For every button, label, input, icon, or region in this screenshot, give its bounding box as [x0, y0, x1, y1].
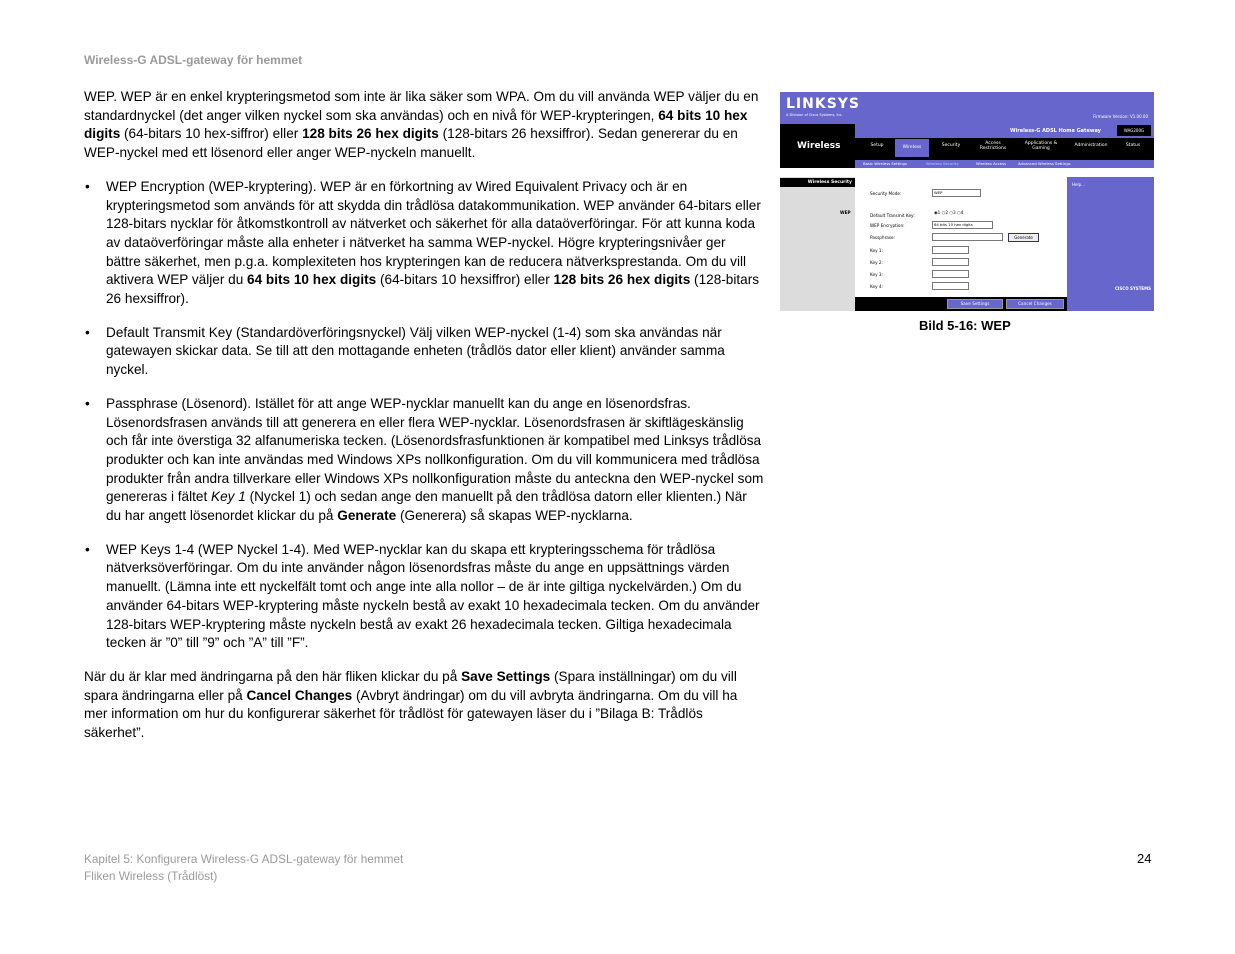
figure-left-panel — [780, 177, 855, 311]
text-run: (128-bitars 26 hexsiffror). — [106, 272, 760, 307]
cancel-changes-button[interactable]: Cancel Changes — [1006, 299, 1064, 309]
bold-term: 128 bits 26 hex digits — [553, 272, 691, 288]
tab-wireless[interactable]: Wireless — [895, 139, 929, 157]
bullet-passphrase — [84, 395, 764, 526]
text-run: (Avbryt ändringar) om du vill avbryta ändringarna. Om du vill ha mer information om hur du konfigurerar säkerhet för trådlöst för gatewayen läser du i ”Bilaga B: Trådlös säkerhet”. — [84, 687, 738, 741]
figure-gap-strip — [780, 168, 1154, 177]
text-run: (Nyckel 1) och sedan ange den manuellt på den trådlösa datorn eller klienten.) När du har angett lösenordet klickar du på — [106, 489, 747, 524]
tab-setup[interactable]: Setup — [870, 143, 884, 148]
footer-chapter: Kapitel 5: Konfigurera Wireless-G ADSL-gateway för hemmet — [84, 852, 404, 866]
encryption-select[interactable]: 64 bits 10 hex digits — [932, 221, 993, 229]
text-run: (64-bitars 10 hex-siffror) eller — [120, 126, 303, 142]
side-heading: Wireless Security — [780, 178, 855, 187]
text-run: Default Transmit Key (Standardöverföringsnyckel) Välj vilken WEP-nyckel (1-4) som ska användas när gatewayen skickar data. Se till att den mottagande enheten (trådlös dator eller klient) använder samma nyckel. — [106, 324, 725, 378]
subtab-wireless-access[interactable]: Wireless Access — [976, 161, 1007, 166]
help-link[interactable]: Help... — [1072, 182, 1085, 187]
side-wep-label: WEP — [840, 210, 851, 215]
bullet-wep-keys — [84, 541, 764, 653]
text-run: (Generera) så skapas WEP-nycklarna. — [396, 508, 633, 524]
tab-status[interactable]: Status — [1125, 143, 1141, 148]
linksys-logo: LINKSYS — [786, 96, 860, 112]
bold-term: 64 bits 10 hex digits — [84, 107, 748, 142]
save-settings-button[interactable]: Save Settings — [947, 299, 1003, 309]
wep-screenshot-figure — [780, 92, 1154, 311]
body-text — [84, 88, 764, 743]
key3-input[interactable] — [932, 270, 969, 278]
subtab-advanced-wireless[interactable]: Advanced Wireless Settings — [1018, 161, 1071, 166]
tab-applications-gaming[interactable]: Applications & Gaming — [1024, 141, 1058, 151]
subtab-wireless-security[interactable]: Wireless Security — [926, 161, 959, 166]
radio-label-3: 3 — [953, 210, 956, 215]
tab-security[interactable]: Security — [941, 143, 961, 148]
tab-access-restrictions[interactable]: Access Restrictions — [979, 141, 1007, 151]
passphrase-input[interactable] — [932, 233, 1003, 241]
italic-term: Key 1 — [211, 489, 246, 505]
text-run: (128-bitars 26 hexsiffror). Sedan genererar du en WEP-nyckel med ett lösenord eller anger WEP-nyckeln manuellt. — [84, 126, 738, 161]
generate-button[interactable]: Generate — [1008, 233, 1039, 242]
security-mode-label: Security Mode: — [870, 191, 902, 196]
key1-input[interactable] — [932, 246, 969, 254]
text-run: (64-bitars 10 hexsiffror) eller — [376, 272, 554, 288]
bullet-list — [84, 178, 764, 653]
radio-icon: ○ — [949, 210, 953, 215]
text-run: När du är klar med ändringarna på den här fliken klickar du på — [84, 668, 462, 684]
figure-caption: Bild 5-16: WEP — [919, 318, 1011, 333]
bold-term: Save Settings — [461, 668, 551, 684]
footer-section: Fliken Wireless (Trådlöst) — [84, 868, 218, 883]
key2-label: Key 2: — [870, 260, 883, 265]
text-run: (Spara inställningar) om du vill spara ändringarna eller på — [84, 668, 737, 703]
text-run: WEP. WEP är en enkel krypteringsmetod som inte är lika säker som WPA. Om du vill använda WEP väljer du en standardnyckel (det anger vilken nyckel som ska användas) och en nivå för WEP-krypteringen, — [84, 89, 759, 123]
bullet-wep-encryption — [84, 178, 764, 309]
key4-label: Key 4: — [870, 284, 883, 289]
running-header: Wireless-G ADSL-gateway för hemmet — [84, 53, 303, 67]
radio-icon: ○ — [957, 210, 961, 215]
encryption-label: WEP Encryption: — [870, 223, 905, 228]
firmware-version: Firmware Version: V1.00.00 — [1093, 114, 1148, 119]
cisco-logo: CISCO SYSTEMS — [1115, 286, 1152, 291]
transmit-key-label: Default Transmit Key: — [870, 213, 915, 218]
security-mode-select[interactable]: WEP — [932, 189, 981, 197]
page-number: 24 — [1137, 851, 1152, 866]
product-bar — [855, 124, 1154, 138]
text-run: WEP Encryption (WEP-kryptering). WEP är en förkortning av Wired Equivalent Privacy och är en krypteringsmetod som används för att skydda din trådlösa datakommunikation. WEP använder 64-bitars eller 128-bitars nycklar för åtkomstkontroll av nätverket och säkerhet för alla dataöverföringar. För att kunna koda av dataöverföringar måste alla enheter i nätverket ha samma WEP-nyckel. Högre krypteringsnivåer ger bättre säkerhet, men p.g.a. komplexiteten hos krypteringen kan de reducera nätverksprestanda. Om du vill aktivera WEP väljer du — [106, 178, 761, 288]
radio-label-1: 1 — [937, 210, 941, 215]
bold-term: Generate — [337, 508, 397, 524]
model-badge: WAG200G — [1117, 125, 1151, 136]
text-run: WEP Keys 1-4 (WEP Nyckel 1-4). Med WEP-nycklar kan du skapa ett krypteringsschema för trådlösa nätverksöverföringar. Om du inte använder någon lösenordsfras måste du ange en uppsättnings värden manuellt. (Lämna inte ett nyckelfält tomt och ange inte alla nollor – de är inte giltiga nyckelvärden.) Om du använder 64-bitars WEP-kryptering måste nyckeln bestå av exakt 10 hexadecimala tecken. Om du använder 128-bitars WEP-kryptering måste nyckeln bestå av exakt 26 hexadecimala tecken. Giltiga hexadecimala tecken är ”0” till ”9” och ”A” till ”F”. — [106, 541, 760, 651]
key4-input[interactable] — [932, 282, 969, 290]
key1-label: Key 1: — [870, 248, 883, 253]
tab-administration[interactable]: Administration — [1074, 143, 1108, 148]
text-run: Passphrase (Lösenord). Istället för att ange WEP-nycklar manuellt kan du ange en lösenordsfras. Lösenordsfrasen används till att generera en eller flera WEP-nycklar. Lösenordsfrasen är skiftlägeskänslig och får inte överstiga 32 alfanumeriska tecken. (Lösenordsfrasfunktionen är kompatibel med Linksys trådlösa produkter och kan inte användas med Windows XPs nollkonfiguration. Om du vill kommunicera med trådlösa produkter från andra tillverkare eller Windows XPs nollkonfiguration måste du anteckna den WEP-nyckel som genereras i fältet — [106, 395, 764, 505]
bold-term: 64 bits 10 hex digits — [247, 272, 377, 288]
subtab-basic-wireless[interactable]: Basic Wireless Settings — [863, 161, 907, 166]
radio-label-2: 2 — [945, 210, 948, 215]
passphrase-label: Passphrase: — [870, 235, 896, 240]
section-label-box — [780, 124, 855, 168]
bold-term: 128 bits 26 hex digits — [302, 126, 439, 142]
radio-label-4: 4 — [960, 210, 964, 215]
key2-input[interactable] — [932, 258, 969, 266]
figure-content-area — [855, 177, 1067, 311]
section-label: Wireless — [797, 141, 841, 151]
bullet-default-transmit-key — [84, 324, 764, 380]
bold-term: Cancel Changes — [246, 687, 353, 703]
closing-paragraph — [84, 668, 764, 743]
footer — [84, 851, 403, 884]
radio-icon: ◉ — [934, 210, 938, 215]
radio-icon: ○ — [941, 210, 946, 215]
intro-paragraph — [84, 88, 764, 163]
key3-label: Key 3: — [870, 272, 883, 277]
transmit-key-radios[interactable] — [934, 210, 963, 215]
product-name: Wireless-G ADSL Home Gateway — [1010, 128, 1101, 134]
logo-subtitle: A Division of Cisco Systems, Inc. — [786, 113, 843, 117]
